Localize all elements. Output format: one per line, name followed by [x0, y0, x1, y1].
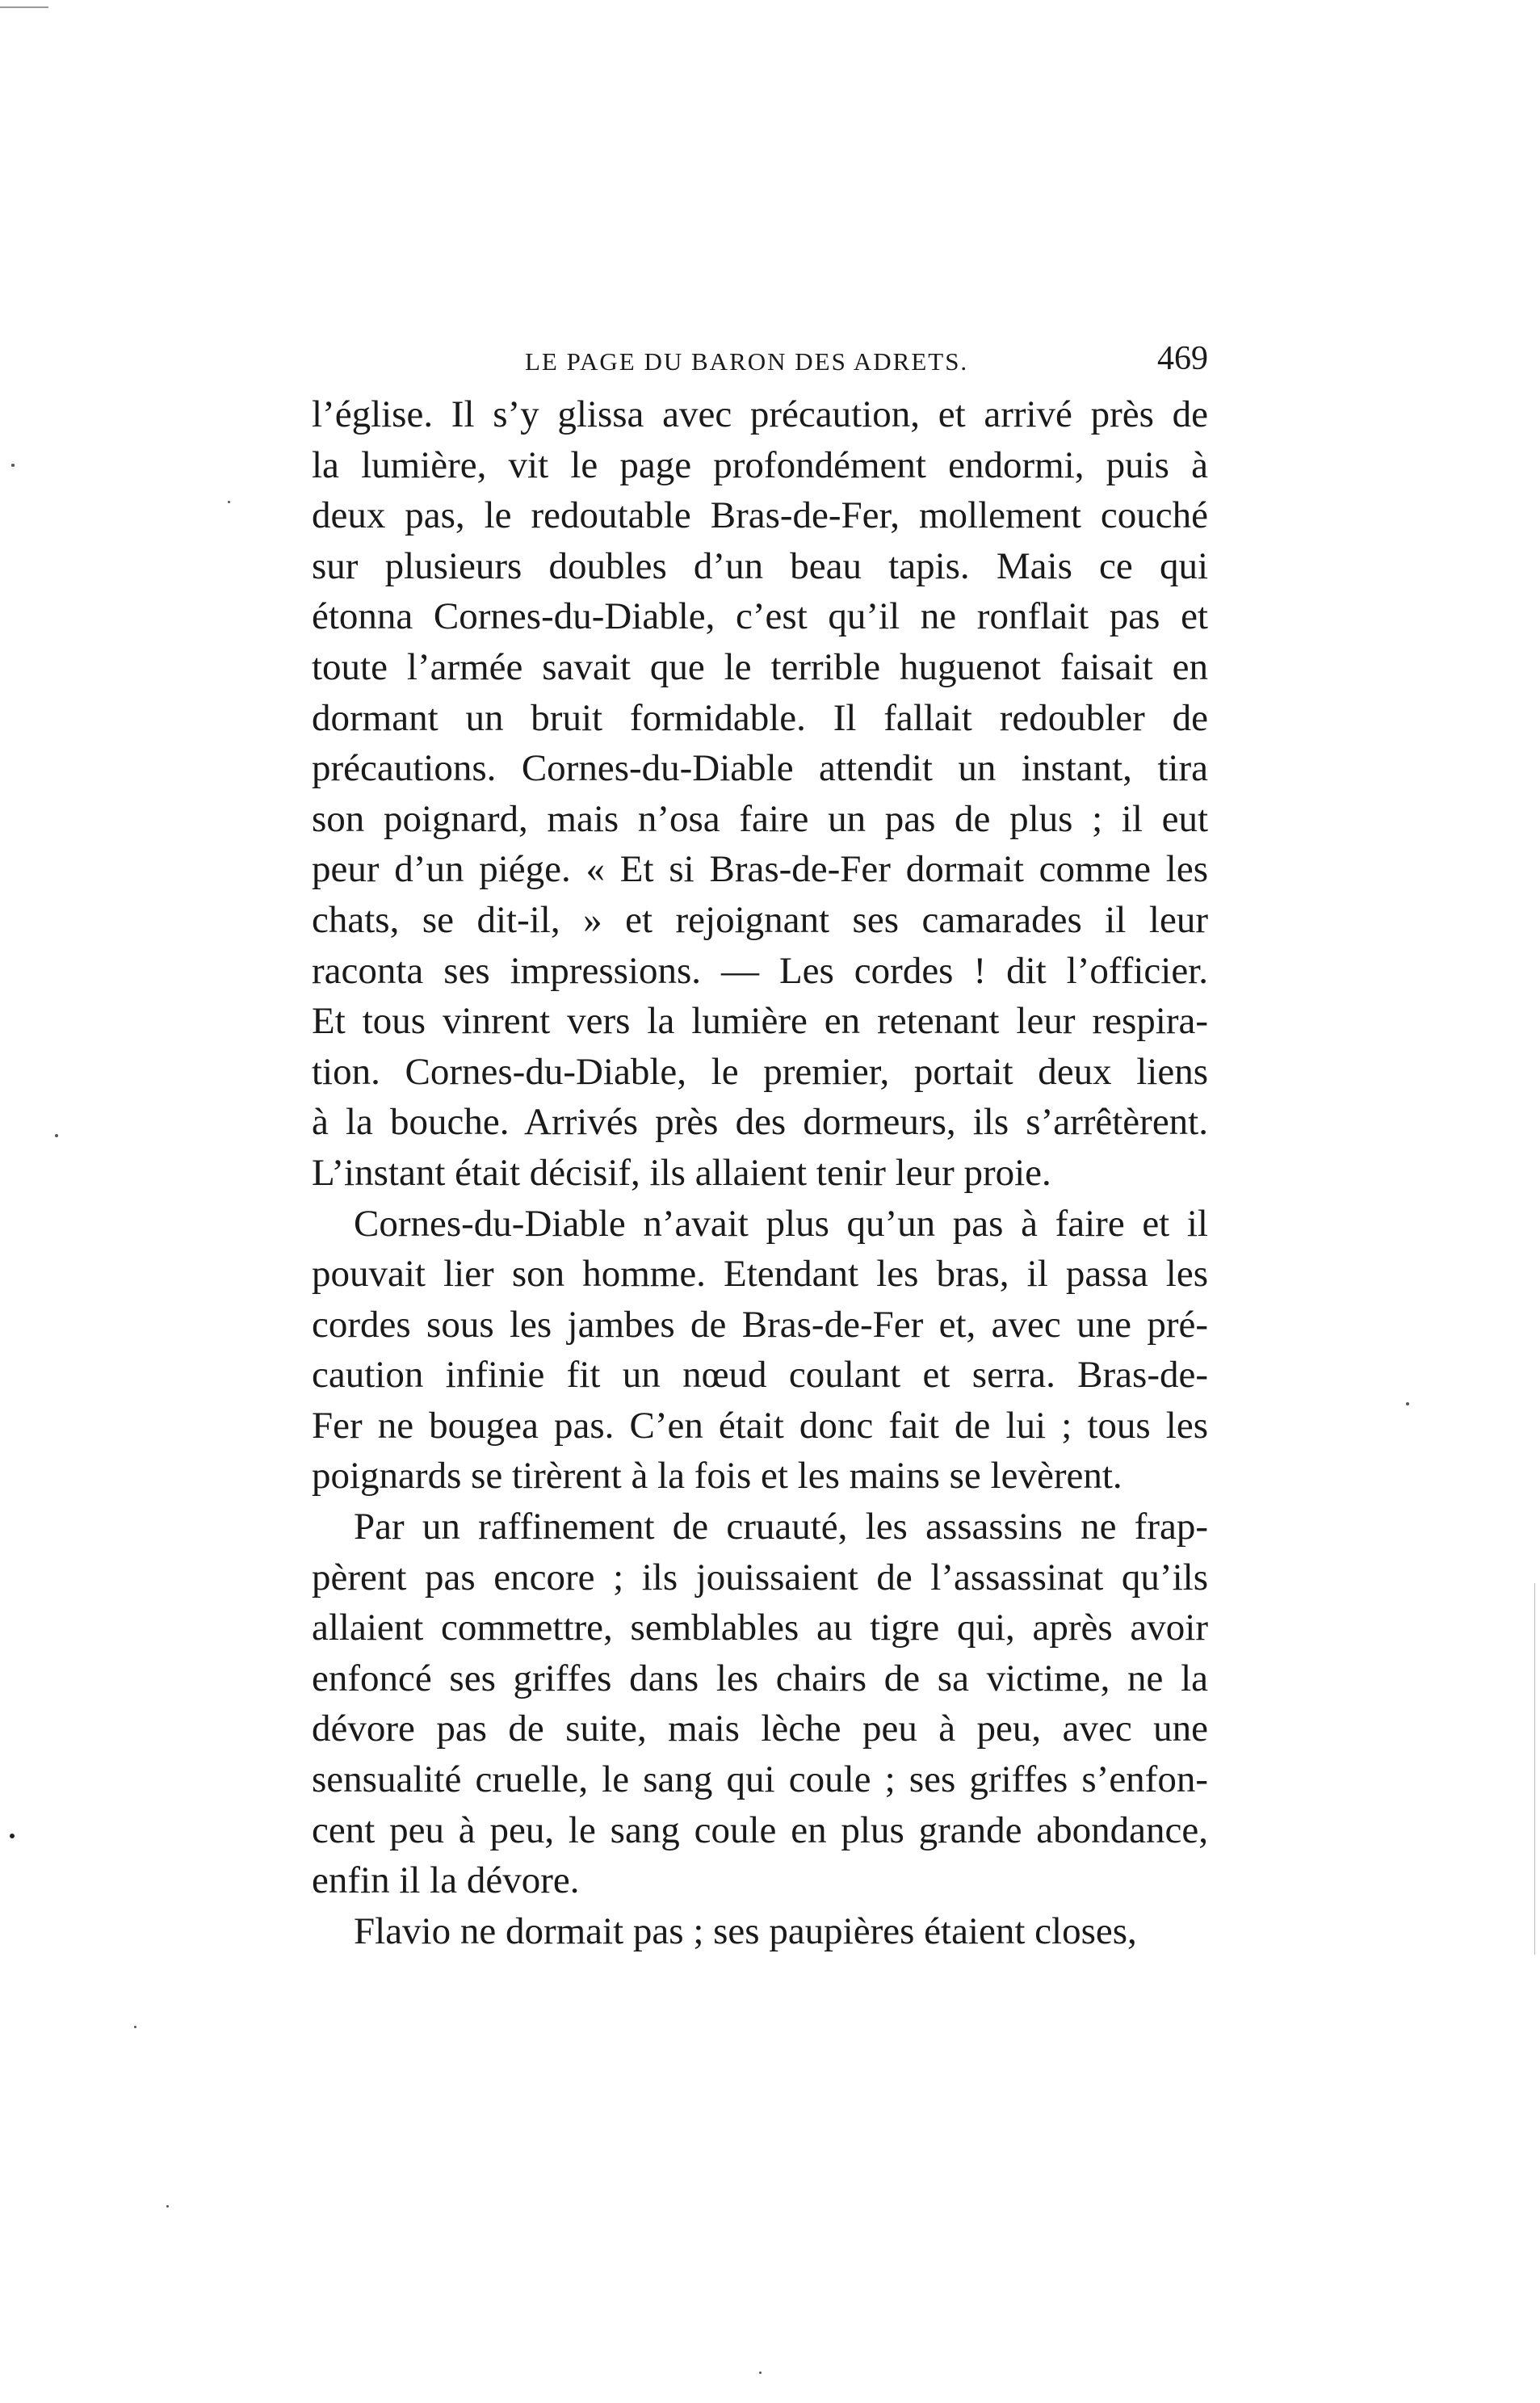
- text-line: sur plusieurs doubles d’un beau tapis. Mais ce qui: [312, 544, 1208, 587]
- page-number: 469: [1157, 340, 1208, 377]
- text-line: pouvait lier son homme. Etendant les bras, il passa les: [312, 1253, 1208, 1296]
- text-line: peur d’un piége. « Et si Bras-de-Fer dormait comme les: [312, 848, 1208, 891]
- text-line: Et tous vinrent vers la lumière en retenant leur respira-: [312, 1000, 1208, 1043]
- text-line: caution infinie fit un nœud coulant et serra. Bras-de-: [312, 1354, 1208, 1397]
- text-line: précautions. Cornes-du-Diable attendit un instant, tira: [312, 747, 1208, 790]
- text-line: pèrent pas encore ; ils jouissaient de l’assassinat qu’ils: [312, 1556, 1208, 1598]
- scan-speck: [759, 2371, 762, 2374]
- text-line: cordes sous les jambes de Bras-de-Fer et, avec une pré-: [312, 1303, 1208, 1346]
- text-line: la lumière, vit le page profondément endormi, puis à: [312, 443, 1208, 486]
- text-line: allaient commettre, semblables au tigre qui, après avoir: [312, 1607, 1208, 1649]
- text-line: raconta ses impressions. — Les cordes ! dit l’officier.: [312, 949, 1208, 992]
- scan-speck: [11, 464, 15, 467]
- text-line: Cornes-du-Diable n’avait plus qu’un pas à faire et il: [354, 1202, 1208, 1245]
- text-line: l’église. Il s’y glissa avec précaution, et arrivé près de: [312, 393, 1208, 435]
- scan-speck: [166, 2205, 169, 2208]
- text-line: toute l’armée savait que le terrible huguenot faisait en: [312, 645, 1208, 688]
- text-line: cent peu à peu, le sang coule en plus grande abondance,: [312, 1809, 1208, 1851]
- text-line: Flavio ne dormait pas ; ses paupières étaient closes,: [354, 1909, 1137, 1952]
- text-line: dormant un bruit formidable. Il fallait redoubler de: [312, 696, 1208, 739]
- text-line: enfin il la dévore.: [312, 1859, 580, 1902]
- text-line: deux pas, le redoutable Bras-de-Fer, mollement couché: [312, 494, 1208, 537]
- text-line: L’instant était décisif, ils allaient tenir leur proie.: [312, 1151, 1051, 1194]
- scan-speck: [10, 1834, 15, 1838]
- text-line: étonna Cornes-du-Diable, c’est qu’il ne ronflait pas et: [312, 595, 1208, 638]
- text-line: sensualité cruelle, le sang qui coule ; ses griffes s’enfon-: [312, 1758, 1208, 1801]
- page-header: [312, 339, 1208, 388]
- scan-speck: [1406, 1402, 1409, 1405]
- text-line: son poignard, mais n’osa faire un pas de plus ; il eut: [312, 797, 1208, 840]
- scan-edge-mark: [0, 6, 48, 8]
- scan-speck: [55, 1134, 58, 1137]
- text-line: enfoncé ses griffes dans les chairs de sa victime, ne la: [312, 1657, 1208, 1699]
- text-line: dévore pas de suite, mais lèche peu à peu, avec une: [312, 1708, 1208, 1750]
- scan-speck: [134, 2026, 136, 2028]
- text-line: chats, se dit-il, » et rejoignant ses camarades il leur: [312, 898, 1208, 941]
- scan-speck: [228, 501, 230, 503]
- scan-margin-line: [1534, 1583, 1535, 1955]
- text-line: Fer ne bougea pas. C’en était donc fait de lui ; tous les: [312, 1404, 1208, 1447]
- text-line: poignards se tirèrent à la fois et les mains se levèrent.: [312, 1455, 1122, 1498]
- text-line: à la bouche. Arrivés près des dormeurs, ils s’arrêtèrent.: [312, 1101, 1208, 1144]
- running-title: LE PAGE DU BARON DES ADRETS.: [525, 347, 969, 376]
- text-line: tion. Cornes-du-Diable, le premier, portait deux liens: [312, 1050, 1208, 1093]
- body-text: [312, 389, 1208, 1956]
- text-line: Par un raffinement de cruauté, les assassins ne frap-: [354, 1506, 1208, 1548]
